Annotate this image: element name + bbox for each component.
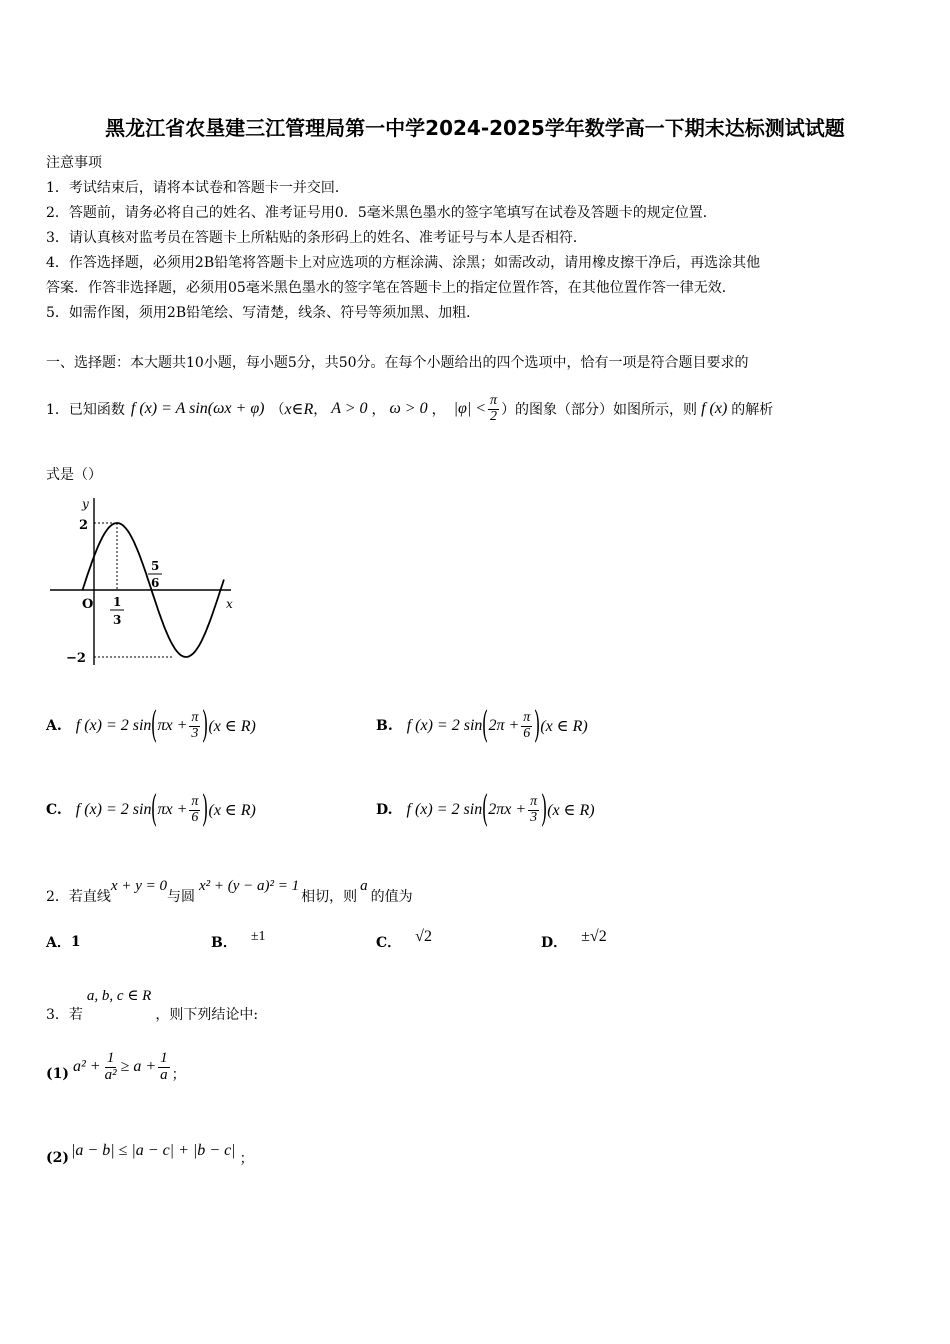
denominator: 6	[523, 725, 531, 741]
condition-a: A > 0	[331, 400, 368, 417]
option-inner: πx +	[157, 717, 188, 734]
q2-option-c[interactable]	[376, 928, 432, 952]
option-inner: πx +	[157, 801, 188, 818]
q2-option-a[interactable]	[46, 932, 81, 952]
denominator: 3	[530, 809, 538, 825]
question-text: 已知函数	[68, 402, 125, 418]
option-inner: 2πx +	[488, 801, 527, 818]
option-domain: (x ∈ R)	[540, 718, 588, 735]
x-tick-2-num: 5	[151, 559, 160, 573]
function-expr: f (x) = A sin(ωx + φ)	[130, 400, 265, 417]
option-expr: f (x) = 2 sin	[75, 801, 152, 818]
option-label: C.	[46, 802, 62, 818]
right-paren: )	[202, 789, 209, 830]
statement-expr: |a − b| ≤ |a − c| + |b − c|	[71, 1142, 236, 1159]
q2-option-d[interactable]	[541, 928, 607, 952]
left-paren: (	[151, 789, 158, 830]
sine-graph	[46, 490, 246, 670]
question-number: 1．	[46, 402, 69, 418]
origin-label: O	[82, 597, 94, 612]
option-value: ±1	[250, 929, 266, 944]
condition-expr: a, b, c ∈ R	[86, 988, 152, 1004]
option-domain: (x ∈ R)	[547, 802, 595, 819]
numerator: π	[191, 709, 199, 725]
fraction	[158, 1051, 170, 1084]
q2-option-b[interactable]	[211, 929, 266, 952]
option-label: B．	[211, 935, 237, 951]
x-tick-2-den: 6	[151, 576, 160, 590]
option-c[interactable]	[46, 789, 256, 830]
question-text: 的解析	[731, 402, 774, 418]
question-text: ，则下列结论中:	[155, 1007, 259, 1023]
question-text: ，	[431, 402, 446, 418]
domain-expr: x∈R	[284, 401, 314, 418]
statement-expr: ≥ a +	[120, 1058, 157, 1075]
line-equation: x + y = 0	[110, 878, 167, 894]
option-expr: f (x) = 2 sin	[406, 717, 483, 734]
fraction	[488, 394, 499, 424]
page-title: 黑龙江省农垦建三江管理局第一中学2024-2025学年数学高一下期末达标测试试题	[105, 116, 845, 140]
denominator: a²	[104, 1066, 117, 1083]
denominator: 3	[191, 725, 199, 741]
numerator: π	[191, 793, 199, 809]
fraction	[528, 795, 539, 825]
variable-a: a	[360, 878, 368, 894]
notice-item: 1．考试结束后，请将本试卷和答题卡一并交回．	[46, 180, 349, 196]
question-text: ）的图象（部分）如图所示，则	[501, 402, 698, 418]
statement-end: ；	[239, 1151, 254, 1167]
question-number: 2．	[46, 889, 69, 905]
notice-item: 3．请认真核对监考员在答题卡上所粘贴的条形码上的姓名、准考证号与本人是否相符．	[46, 230, 587, 246]
x-tick-1-den: 3	[113, 613, 122, 627]
option-b[interactable]	[376, 705, 588, 746]
left-paren: (	[482, 789, 489, 830]
option-label: A．	[46, 935, 71, 951]
option-inner: 2π +	[488, 717, 520, 734]
question-number: 3．	[46, 1007, 69, 1023]
question-text: （	[270, 402, 285, 418]
fraction	[103, 1051, 119, 1084]
statement-label: (2)	[46, 1150, 69, 1166]
section-heading: 一、选择题：本大题共10小题，每小题5分，共50分。在每个小题给出的四个选项中，恰有一项是符合题目要求的	[46, 355, 749, 371]
numerator: 1	[160, 1049, 168, 1066]
option-domain: (x ∈ R)	[208, 802, 256, 819]
question-text: ，	[371, 402, 386, 418]
numerator: π	[523, 709, 531, 725]
question-text: 相切，则	[301, 889, 358, 905]
question-text-line2: 式是（）	[46, 467, 102, 483]
right-paren: )	[534, 705, 541, 746]
notice-item: 5．如需作图，须用2B铅笔绘、写清楚，线条、符号等须加黑、加粗．	[46, 305, 481, 321]
circle-equation: x² + (y − a)² = 1	[198, 878, 300, 894]
right-paren: )	[541, 789, 548, 830]
y-min-label: −2	[66, 651, 86, 666]
option-label: D.	[376, 802, 393, 818]
question-text: ，	[313, 402, 328, 418]
x-tick-1-num: 1	[113, 595, 122, 609]
notice-item: 4．作答选择题，必须用2B铅笔将答题卡上对应选项的方框涂满、涂黑；如需改动，请用橡皮擦干净后，再选涂其他	[46, 255, 761, 271]
y-max-label: 2	[79, 518, 89, 533]
condition-phi: |φ| <	[453, 400, 487, 417]
option-label: D．	[541, 935, 568, 951]
question-text: 与圆	[166, 889, 195, 905]
option-value: √2	[415, 928, 432, 945]
question-3	[46, 986, 258, 1024]
option-expr: f (x) = 2 sin	[406, 801, 483, 818]
denominator: a	[160, 1066, 168, 1083]
fraction	[189, 795, 200, 825]
statement-label: (1)	[46, 1066, 69, 1082]
fraction	[521, 711, 532, 741]
function-name: f (x)	[701, 400, 728, 417]
question-text: 若直线	[68, 889, 111, 905]
option-label: A.	[46, 718, 62, 734]
numerator: π	[530, 793, 538, 809]
left-paren: (	[482, 705, 489, 746]
question-text: 若	[68, 1007, 83, 1023]
option-value: 1	[70, 934, 81, 950]
option-a[interactable]	[46, 705, 256, 746]
statement-end: ；	[171, 1067, 186, 1083]
numerator: π	[490, 392, 498, 408]
option-domain: (x ∈ R)	[208, 718, 256, 735]
numerator: 1	[106, 1049, 115, 1066]
option-expr: f (x) = 2 sin	[75, 717, 152, 734]
question-2	[46, 878, 413, 906]
x-axis-label: x	[226, 597, 233, 611]
option-label: B.	[376, 718, 393, 734]
question-text: 的值为	[370, 889, 413, 905]
statement-expr: a² +	[73, 1058, 101, 1075]
notice-item: 答案．作答非选择题，必须用05毫米黑色墨水的签字笔在答题卡上的指定位置作答，在其他位置作答一律无效．	[46, 280, 736, 296]
fraction	[189, 711, 200, 741]
question-1	[46, 384, 773, 434]
left-paren: (	[151, 705, 158, 746]
condition-omega: ω > 0	[389, 400, 428, 417]
denominator: 2	[490, 408, 498, 424]
option-label: C．	[376, 935, 402, 951]
statement-2	[46, 1134, 254, 1168]
statement-1	[46, 1050, 186, 1084]
y-axis-label: y	[82, 497, 89, 511]
notice-heading: 注意事项	[46, 155, 102, 171]
option-value: ±√2	[581, 928, 607, 945]
denominator: 6	[191, 809, 199, 825]
right-paren: )	[202, 705, 209, 746]
option-d[interactable]	[376, 789, 595, 830]
notice-item: 2．答题前，请务必将自己的姓名、准考证号用0．5毫米黑色墨水的签字笔填写在试卷及答题卡的规定位置．	[46, 205, 717, 221]
